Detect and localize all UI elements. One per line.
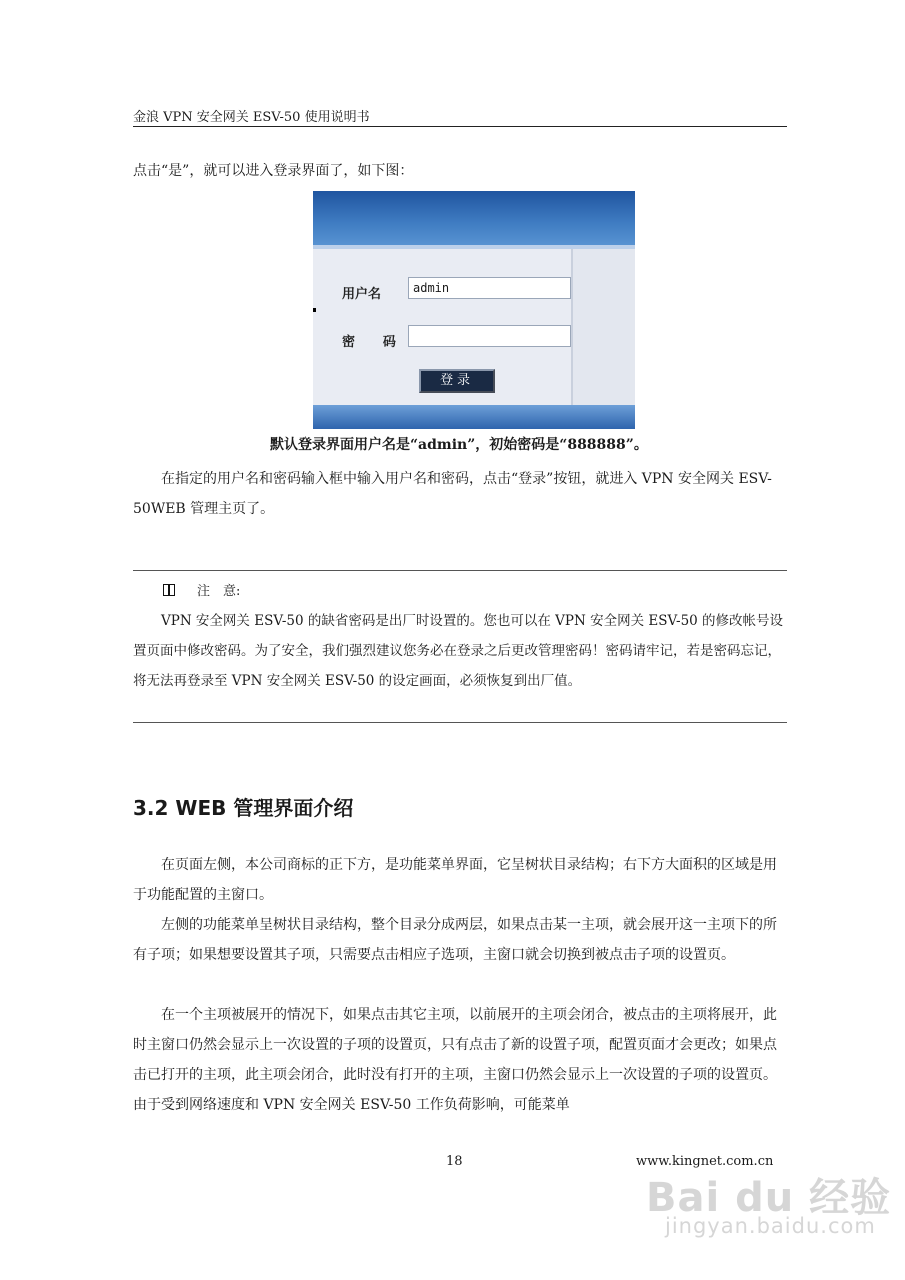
login-screenshot bbox=[313, 191, 635, 429]
username-label: 用户名 bbox=[342, 287, 382, 302]
header-rule bbox=[133, 126, 787, 127]
book-icon bbox=[163, 584, 175, 596]
note-bottom-rule bbox=[133, 722, 787, 723]
username-input[interactable]: admin bbox=[408, 277, 571, 299]
paragraph-login-instructions: 在指定的用户名和密码输入框中输入用户名和密码，点击“登录”按钮，就进入 VPN 安全网关 ESV-50WEB 管理主页了。 bbox=[133, 471, 772, 517]
section-title: 3.2 WEB 管理界面介绍 bbox=[133, 796, 354, 820]
login-footer-bar bbox=[313, 405, 635, 429]
login-button[interactable]: 登录 bbox=[419, 369, 495, 393]
login-banner bbox=[313, 191, 635, 249]
baidu-watermark-url: jingyan.baidu.com bbox=[665, 1214, 876, 1238]
page-number: 18 bbox=[446, 1154, 463, 1169]
note-heading-text: 注 意: bbox=[197, 584, 241, 599]
note-body: VPN 安全网关 ESV-50 的缺省密码是出厂时设置的。您也可以在 VPN 安全网关 ESV-50 的修改帐号设置页面中修改密码。为了安全，我们强烈建议您务必在登录之后更改管理密码！密码请牢记，若是密码忘记，将无法再登录至 VPN 安全网关 ESV-50 的设定画面，必须恢复到出厂值。 bbox=[133, 613, 784, 689]
login-side-panel bbox=[571, 249, 635, 405]
password-input[interactable] bbox=[408, 325, 571, 347]
running-header: 金浪 VPN 安全网关 ESV-50 使用说明书 bbox=[133, 110, 370, 125]
note-top-rule bbox=[133, 570, 787, 571]
section-paragraph-3: 在一个主项被展开的情况下，如果点击其它主项，以前展开的主项会闭合，被点击的主项将展开，此时主窗口仍然会显示上一次设置的子项的设置页，只有点击了新的设置子项，配置页面才会更改；如果点击已打开的主项，此主项会闭合，此时没有打开的主项，主窗口仍然会显示上一次设置的子项的设置页。由于受到网络速度和 VPN 安全网关 ESV-50 工作负荷影响，可能菜单 bbox=[133, 1007, 777, 1113]
footer-website: www.kingnet.com.cn bbox=[636, 1154, 774, 1169]
section-paragraph-2: 左侧的功能菜单呈树状目录结构，整个目录分成两层，如果点击某一主项，就会展开这一主项下的所有子项；如果想要设置其子项，只需要点击相应子选项，主窗口就会切换到被点击子项的设置页。 bbox=[133, 917, 777, 963]
baidu-watermark-logo: Bai du 经验 bbox=[646, 1175, 892, 1221]
intro-paragraph: 点击“是”，就可以进入登录界面了，如下图： bbox=[133, 163, 414, 179]
figure-caption: 默认登录界面用户名是“admin”，初始密码是“888888”。 bbox=[270, 437, 648, 453]
crop-mark bbox=[313, 308, 316, 312]
section-paragraph-1: 在页面左侧，本公司商标的正下方，是功能菜单界面，它呈树状目录结构；右下方大面积的区域是用于功能配置的主窗口。 bbox=[133, 857, 777, 903]
password-label: 密 码 bbox=[342, 335, 408, 350]
note-heading bbox=[163, 580, 240, 599]
